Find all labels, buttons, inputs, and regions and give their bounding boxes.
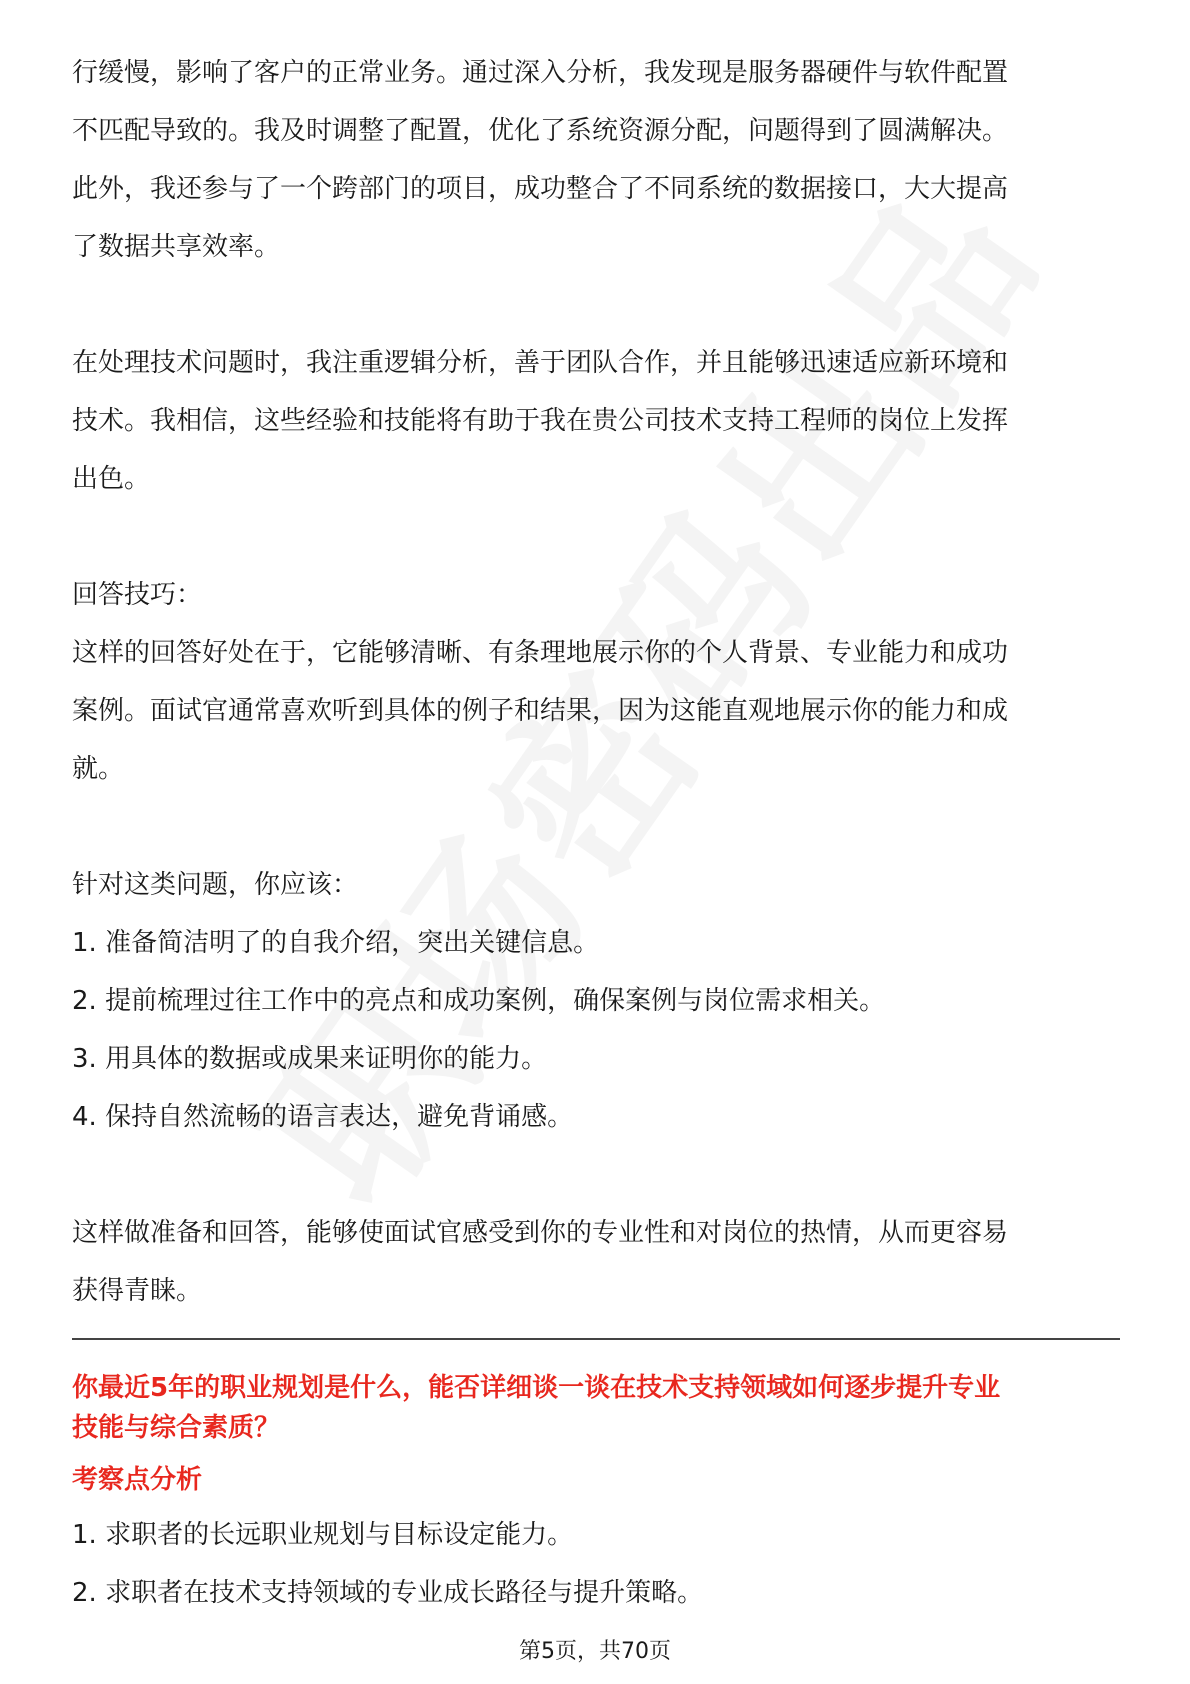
advice-item: 2. 提前梳理过往工作中的亮点和成功案例，确保案例与岗位需求相关。 [72,986,886,1016]
question-title [72,1368,1122,1448]
paragraph-line: 行缓慢，影响了客户的正常业务。通过深入分析，我发现是服务器硬件与软件配置 [72,58,1009,88]
closing-line: 这样做准备和回答，能够使面试官感受到你的专业性和对岗位的热情，从而更容易 [72,1218,1009,1248]
section-divider [72,1338,1120,1340]
paragraph-line: 在处理技术问题时，我注重逻辑分析，善于团队合作，并且能够迅速适应新环境和 [72,348,1009,378]
question-line: 你最近5年的职业规划是什么，能否详细谈一谈在技术支持领域如何逐步提升专业 [72,1373,1001,1403]
page-footer [0,1634,1190,1665]
tips-line: 这样的回答好处在于，它能够清晰、有条理地展示你的个人背景、专业能力和成功 [72,638,1009,668]
analysis-item: 2. 求职者在技术支持领域的专业成长路径与提升策略。 [72,1578,704,1608]
advice-heading: 针对这类问题，你应该： [72,870,359,900]
advice-item: 3. 用具体的数据或成果来证明你的能力。 [72,1044,548,1074]
tips-line: 就。 [72,754,125,784]
page-number: 第5页，共70页 [519,1639,671,1664]
analysis-item: 1. 求职者的长远职业规划与目标设定能力。 [72,1520,574,1550]
analysis-heading: 考察点分析 [72,1465,203,1495]
paragraph-line: 了数据共享效率。 [72,232,281,262]
advice-item: 4. 保持自然流畅的语言表达，避免背诵感。 [72,1102,574,1132]
tips-heading: 回答技巧： [72,580,203,610]
paragraph-line: 出色。 [72,464,151,494]
question-line: 技能与综合素质？ [72,1413,281,1443]
paragraph-line: 此外，我还参与了一个跨部门的项目，成功整合了不同系统的数据接口，大大提高 [72,174,1009,204]
paragraph-line: 技术。我相信，这些经验和技能将有助于我在贵公司技术支持工程师的岗位上发挥 [72,406,1009,436]
advice-item: 1. 准备简洁明了的自我介绍，突出关键信息。 [72,928,600,958]
document-body [72,44,1122,1622]
closing-line: 获得青睐。 [72,1276,203,1306]
tips-line: 案例。面试官通常喜欢听到具体的例子和结果，因为这能直观地展示你的能力和成 [72,696,1009,726]
paragraph-line: 不匹配导致的。我及时调整了配置，优化了系统资源分配，问题得到了圆满解决。 [72,116,1009,146]
